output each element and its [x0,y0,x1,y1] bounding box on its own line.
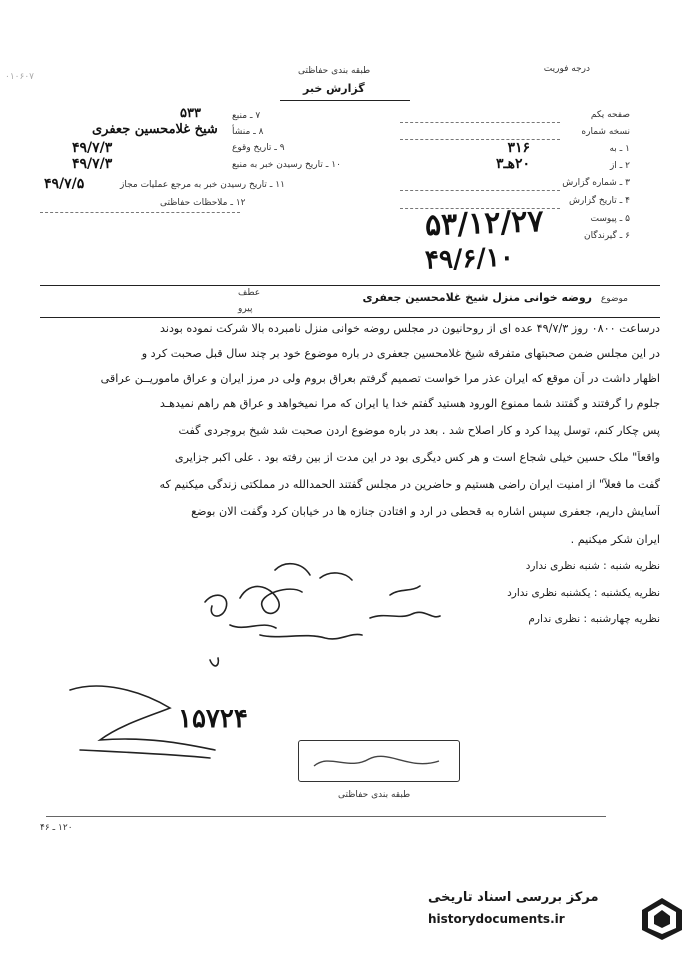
field-value: ۴۹/۷/۳ [72,156,113,172]
signature-stroke [260,634,362,639]
body-line: واقعاً" ملک حسین خیلی شجاع است و هر کس دیگری بود در این مدت از بین رفته بود . علی اکبر جزایری [174,451,660,464]
field-value: ۲۰هـ۳ [495,156,530,172]
subject-side-top: عطف [238,288,261,298]
signature-stroke [390,586,420,595]
signature-stroke [240,586,302,613]
form-code: ۱۲۰ ـ ۴۶ [40,823,73,833]
field-label: ۲ ـ از [609,161,630,171]
field-label: ۵ ـ پیوست [590,214,630,224]
body-line: جلوم را گرفتند و گفتند شما ممنوع الورود هستید گفتم خدا یا ایران که مرا نمیخواهد و عراق هم راهم نمیدهـد [159,397,660,410]
note-sunday: نظریه یکشنبه : یکشنبه نظری ندارد [507,587,660,599]
field-label: ۸ ـ منشأ [232,127,264,137]
subject-value: روضه خوانی منزل شیخ غلامحسین جعفری [362,291,592,304]
field-value: ۵۳۳ [180,106,201,121]
signature-scribbles [40,540,540,780]
urgency-label: درجه فوریت [543,64,590,74]
field-label: ۷ ـ منبع [232,111,261,121]
note-saturday: نظریه شنبه : شنبه نظری ندارد [525,560,660,572]
field-label: ۳ ـ شماره گزارش [562,178,630,188]
field-line [400,122,560,123]
title-underline [280,100,410,101]
handwritten-reference: ۵۳/۱۲/۲۷ [424,203,545,244]
field-label: ۱۰ ـ تاریخ رسیدن خبر به منبع [232,160,341,170]
body-line: پس چکار کنم، توسل پیدا کرد و کار اصلاح شد . بعد در باره موضوع اردن صحبت شد شیخ بروجردی گفت [178,424,660,437]
field-value: ۴۹/۷/۳ [72,140,113,156]
body-line: درساعت ۰۸۰۰ روز ۴۹/۷/۳ عده ای از روحانیون در مجلس روضه خوانی منزل نامبرده بالا شرکت نموده بودند [159,322,660,335]
signature-stroke [205,595,227,616]
footer-classification: طبقه بندی حفاظتی [338,790,411,800]
org-site: historydocuments.ir [428,912,565,926]
footer-rule [46,816,606,817]
signature-number: ۱۵۷۲۴ [178,704,248,734]
signature-stroke [370,612,440,618]
field-line [400,190,560,191]
field-label: نسخه شماره [581,127,630,137]
subject-bottom-rule [40,317,660,318]
field-value: شیخ غلامحسین جعفری [92,122,218,137]
note-wednesday: نظریه چهارشنبه : نظری ندارم [528,613,660,625]
field-label: ۴ ـ تاریخ گزارش [568,196,630,206]
field-label: ۱۲ ـ ملاحظات حفاظتی [160,198,246,208]
body-line: گفت ما فعلاً" از امنیت ایران راضی هستیم و حاضرین در مجلس گفتند الحمدالله در مملکتی زندگی میکنیم که [159,478,660,491]
field-line [40,212,240,213]
report-title: گزارش خبر [303,82,365,95]
field-line [400,139,560,140]
classification-header: طبقه بندی حفاظتی [298,66,371,76]
field-label: ۱۱ ـ تاریخ رسیدن خبر به مرجع عملیات مجاز [120,180,285,190]
subject-top-rule [40,285,660,286]
signature-stroke [275,564,352,580]
stamp-scribble [299,741,459,781]
field-label: ۶ ـ گیرندگان [583,231,630,241]
subject-side-bottom: پیرو [238,304,253,314]
field-label: ۱ ـ به [609,144,630,154]
signature-stroke [80,750,210,758]
signature-stroke [210,658,218,666]
left-margin-codes: ۰۱۰۶۰۷ [5,72,35,82]
field-label: ۹ ـ تاریخ وقوع [232,143,285,153]
field-value: ۴۹/۷/۵ [44,176,85,192]
field-label: صفحه یکم [590,110,630,120]
subject-label: موضوع [600,294,628,304]
org-name: مرکز بررسی اسناد تاریخی [428,890,599,905]
signature-stroke [230,625,276,628]
org-logo-icon [634,890,690,946]
body-line: آسایش داریم، جعفری سپس اشاره به قحطی در ارد و افتادن جنازه ها در خیابان کرد وگفت الان بوضع [191,505,660,518]
body-line: اظهار داشت در آن موقع که ایران عذر مرا خواست تصمیم گرفتم بعراق بروم ولی در مرز ایران و عراق ماموریــن عراقی [100,372,660,385]
body-line: ایران شکر میکنیم . [570,533,660,546]
field-value: ۳۱۶ [507,140,530,156]
handwritten-reference-sub: ۴۹/۶/۱۰ [424,242,515,276]
body-line: در این مجلس ضمن صحبتهای متفرقه شیخ غلامحسین جعفری در باره موضوع خود بر چند سال قبل صحبت کرد و [141,347,660,360]
footer-stamp-box [298,740,460,782]
